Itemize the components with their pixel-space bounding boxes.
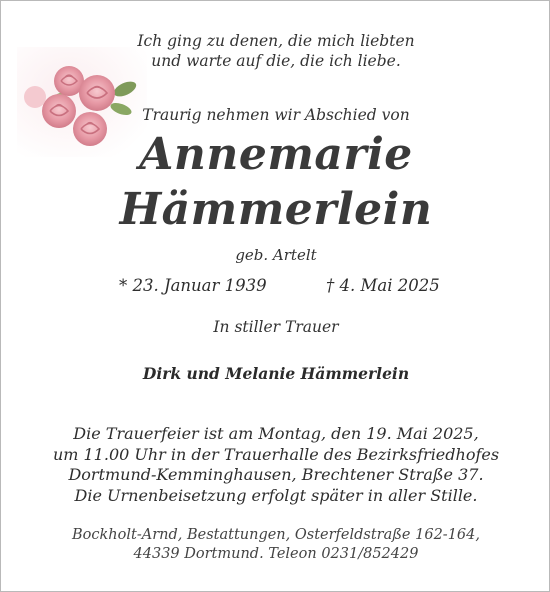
deceased-last-name: Hämmerlein	[119, 184, 433, 235]
service-line-4: Die Urnenbeisetzung erfolgt später in aller Stille.	[74, 485, 478, 505]
family-names: Dirk und Melanie Hämmerlein	[142, 364, 410, 383]
undertaker-line-1: Bockholt-Arnd, Bestattungen, Osterfeldstraße 162-164,	[72, 527, 480, 543]
deceased-first-name: Annemarie	[139, 129, 413, 180]
verse-line-1: Ich ging zu denen, die mich liebten	[137, 32, 415, 50]
service-info	[1, 424, 550, 506]
service-line-1: Die Trauerfeier ist am Montag, den 19. Mai 2025,	[73, 424, 479, 443]
born-name: geb. Artelt	[235, 246, 317, 264]
death-date: † 4. Mai 2025	[326, 276, 440, 295]
verse-line-2: und warte auf die, die ich liebe.	[151, 52, 401, 70]
birth-date: * 23. Januar 1939	[119, 276, 267, 295]
undertaker-info	[1, 526, 550, 564]
intro-text: Traurig nehmen wir Abschied von	[142, 106, 410, 124]
mourning-text: In stiller Trauer	[213, 318, 339, 336]
undertaker-line-2: 44339 Dortmund. Teleon 0231/852429	[133, 546, 419, 562]
verse	[1, 31, 550, 71]
service-line-3: Dortmund-Kemminghausen, Brechtener Straße 37.	[68, 465, 484, 484]
service-line-2: um 11.00 Uhr in der Trauerhalle des Bezirksfriedhofes	[52, 444, 500, 464]
